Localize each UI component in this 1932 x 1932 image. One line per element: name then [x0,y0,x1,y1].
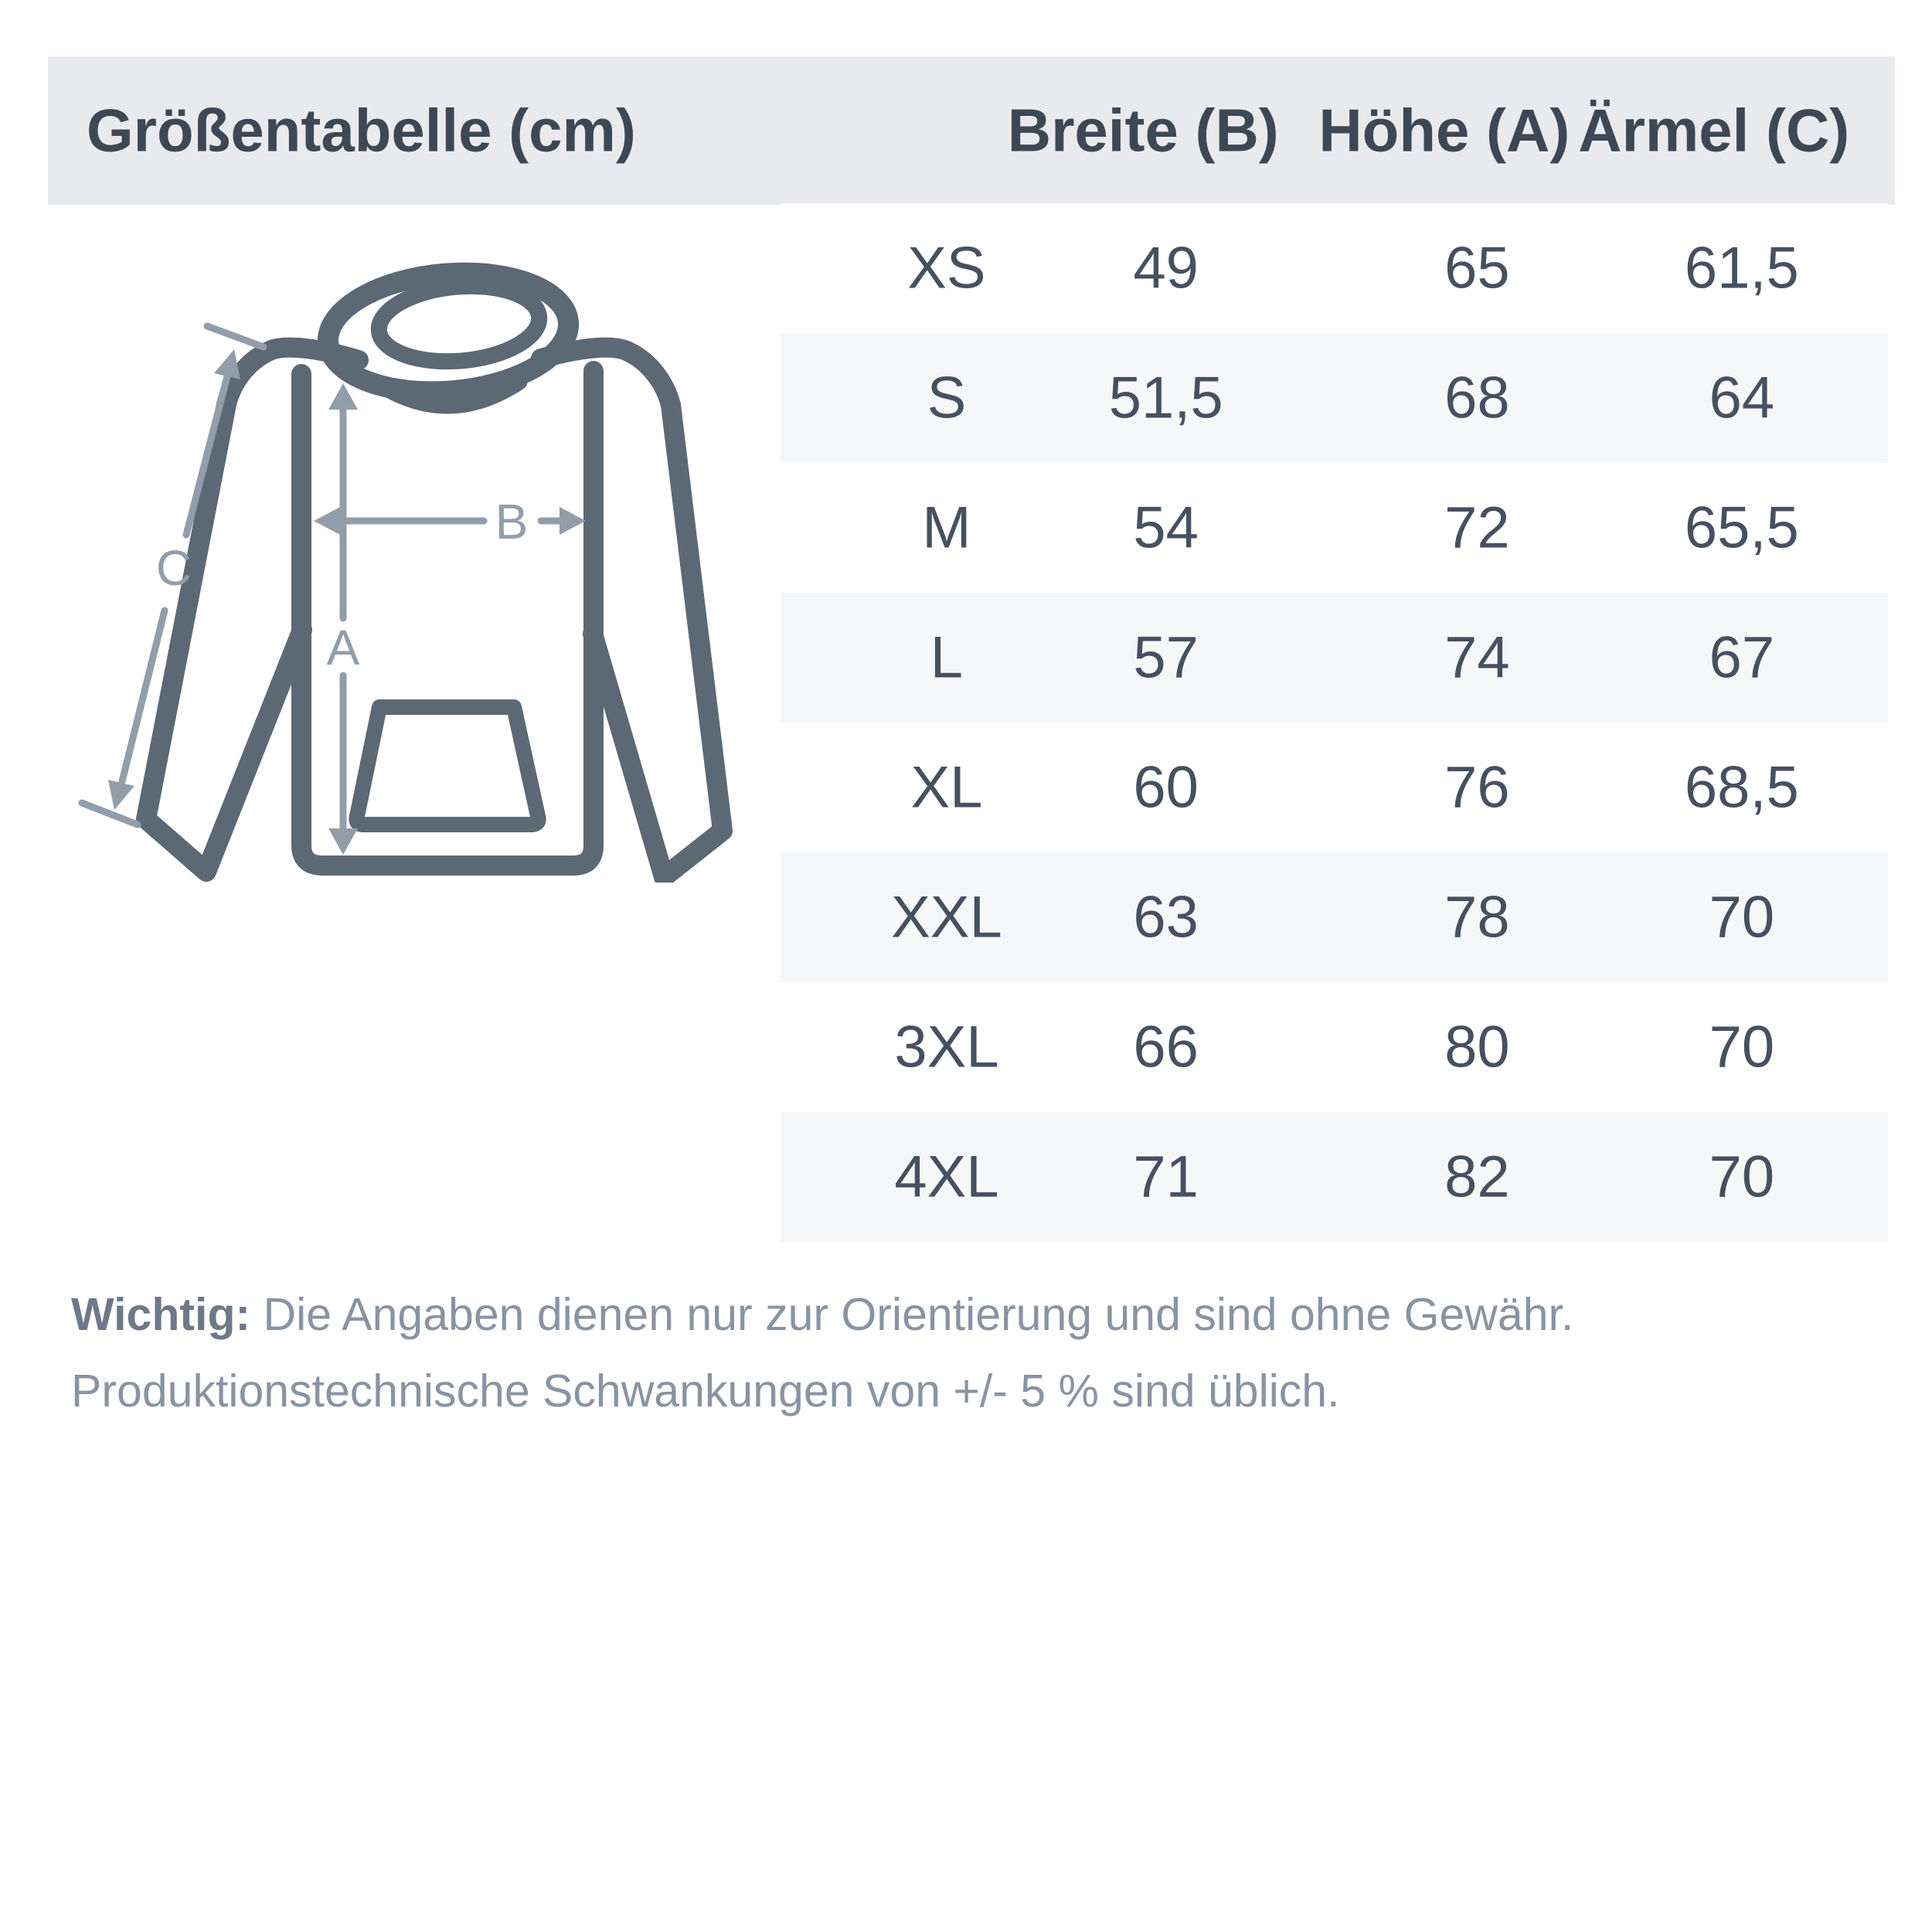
table-row [781,982,1888,1112]
table-row [781,1112,1888,1242]
breite-value: 49 [1133,235,1199,301]
footer-line-1 [71,1277,1879,1353]
breite-value: 57 [1133,624,1199,691]
aermel-value: 64 [1709,365,1775,431]
table-row [781,593,1888,723]
column-header-breite: Breite (B) [1007,96,1279,165]
hoehe-value: 65 [1444,235,1510,301]
aermel-value: 68,5 [1684,754,1799,821]
label-b: B [495,494,529,549]
arrow-a-head-top [328,383,358,410]
hoehe-value: 72 [1444,495,1510,561]
aermel-value: 70 [1709,1014,1775,1080]
size-label: 4XL [894,1144,999,1210]
label-c: C [155,540,192,596]
hoodie-diagram [46,210,781,883]
arrow-b-head-left [314,507,340,535]
hoehe-value: 68 [1444,365,1510,431]
size-label: 3XL [894,1014,999,1080]
breite-value: 54 [1133,495,1199,561]
breite-value: 66 [1133,1014,1199,1080]
table-row [781,333,1888,463]
table-row [781,852,1888,982]
hoodie-hood-inner [376,280,543,368]
aermel-value: 70 [1709,1144,1775,1210]
hoodie-right-sleeve [541,348,723,877]
column-header-aermel: Ärmel (C) [1578,96,1850,165]
column-header-hoehe: Höhe (A) [1318,96,1570,165]
footer-note-text-1: Die Angaben dienen nur zur Orientierung und sind ohne Gewähr. [263,1289,1574,1340]
aermel-value: 65,5 [1684,495,1799,561]
hoehe-value: 78 [1444,884,1510,951]
arrow-b-head-right [560,507,586,535]
breite-value: 51,5 [1108,365,1223,431]
size-label: M [922,495,971,561]
size-label: XL [910,754,983,821]
arrow-c-head-bottom [108,780,134,810]
hoodie-left-sleeve [146,348,359,872]
table-row [781,203,1888,333]
hoehe-value: 80 [1444,1014,1510,1080]
breite-value: 60 [1133,754,1199,821]
size-label: XS [907,235,986,301]
hoehe-value: 82 [1444,1144,1510,1210]
footer-note-text-2: Produktionstechnische Schwankungen von +/- 5 % sind üblich. [71,1366,1340,1417]
hoodie-pocket [356,707,538,825]
aermel-value: 67 [1709,624,1775,691]
hoehe-value: 76 [1444,754,1510,821]
size-label: XXL [891,884,1002,951]
size-label: S [927,365,967,431]
arrow-c-head-top [214,349,240,379]
table-header [48,56,1895,205]
breite-value: 63 [1133,884,1199,951]
aermel-value: 61,5 [1684,235,1799,301]
breite-value: 71 [1133,1144,1199,1210]
important-label: Wichtig: [71,1289,251,1340]
footer-note [71,1277,1879,1430]
footer-line-2 [71,1353,1879,1430]
aermel-value: 70 [1709,884,1775,951]
table-row [781,723,1888,852]
label-a: A [326,620,360,675]
page-title: Größentabelle (cm) [87,96,636,165]
table-row [781,463,1888,593]
size-table [781,203,1888,1242]
size-label: L [930,624,964,691]
hoehe-value: 74 [1444,624,1510,691]
arrow-a-head-bottom [328,828,358,855]
